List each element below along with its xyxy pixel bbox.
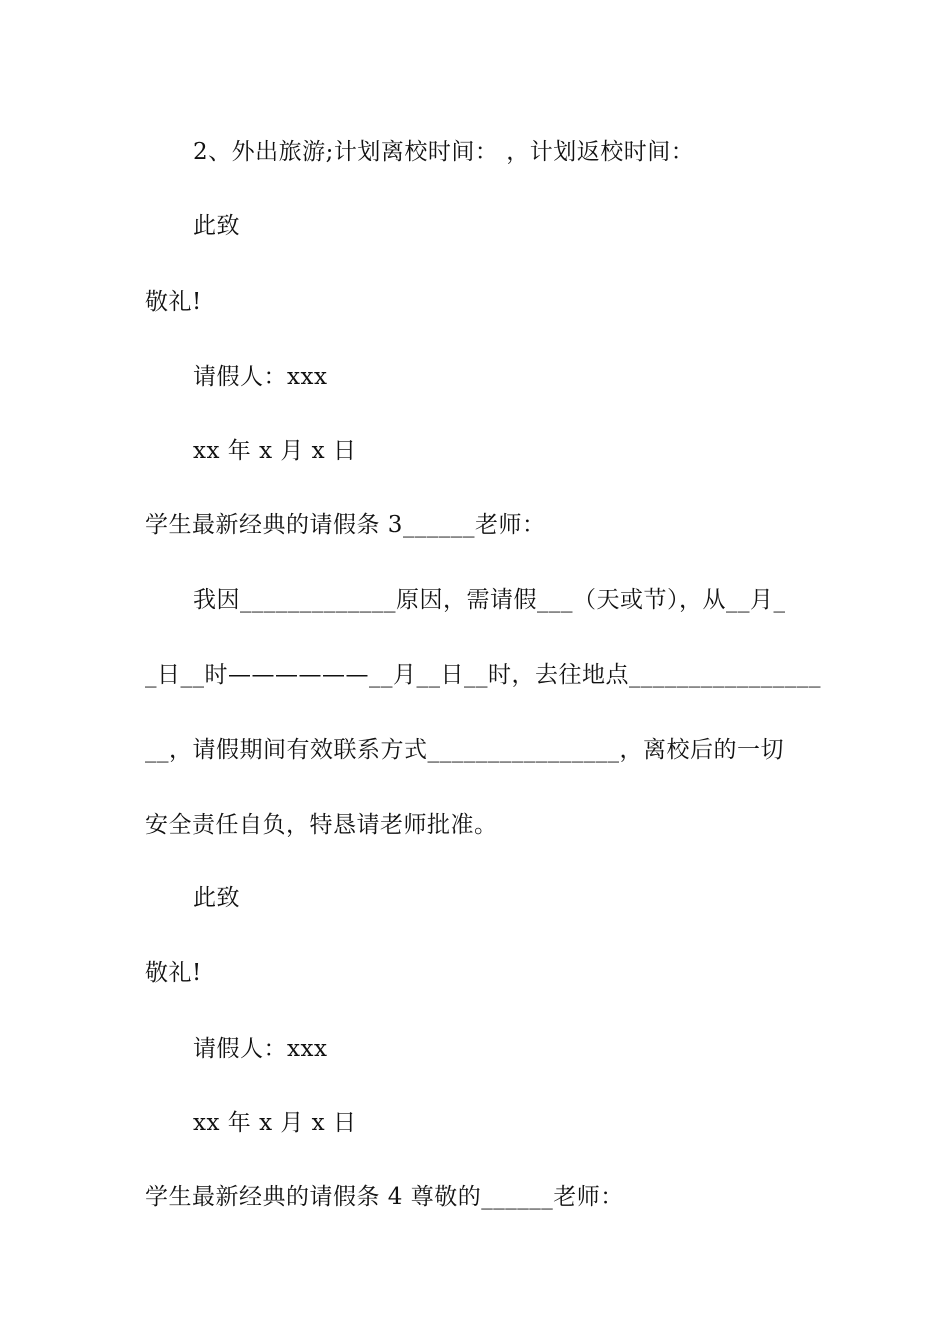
applicant-line-2: 请假人：xxx: [193, 1036, 328, 1062]
salutation-jingli-2: 敬礼!: [145, 960, 202, 986]
salutation-jingli: 敬礼!: [145, 289, 202, 315]
body-line-4: 安全责任自负，特恳请老师批准。: [145, 812, 498, 838]
section-heading-4: 学生最新经典的请假条 4 尊敬的______老师：: [145, 1184, 624, 1210]
date-line-2: xx 年 x 月 x 日: [193, 1110, 357, 1136]
salutation-cizhi: 此致: [193, 213, 240, 239]
applicant-line: 请假人：xxx: [193, 364, 328, 390]
date-line: xx 年 x 月 x 日: [193, 438, 357, 464]
body-line-3: __，请假期间有效联系方式________________，离校后的一切: [145, 737, 784, 763]
section-heading-3: 学生最新经典的请假条 3______老师：: [145, 512, 546, 538]
body-line-2: _日__时——————__月__日__时，去往地点________________: [145, 662, 821, 688]
body-line-1: 我因_____________原因，需请假___（天或节），从__月_: [193, 587, 786, 613]
travel-plan-line: 2、外出旅游;计划离校时间： ，计划返校时间：: [193, 139, 695, 165]
salutation-cizhi-2: 此致: [193, 885, 240, 911]
